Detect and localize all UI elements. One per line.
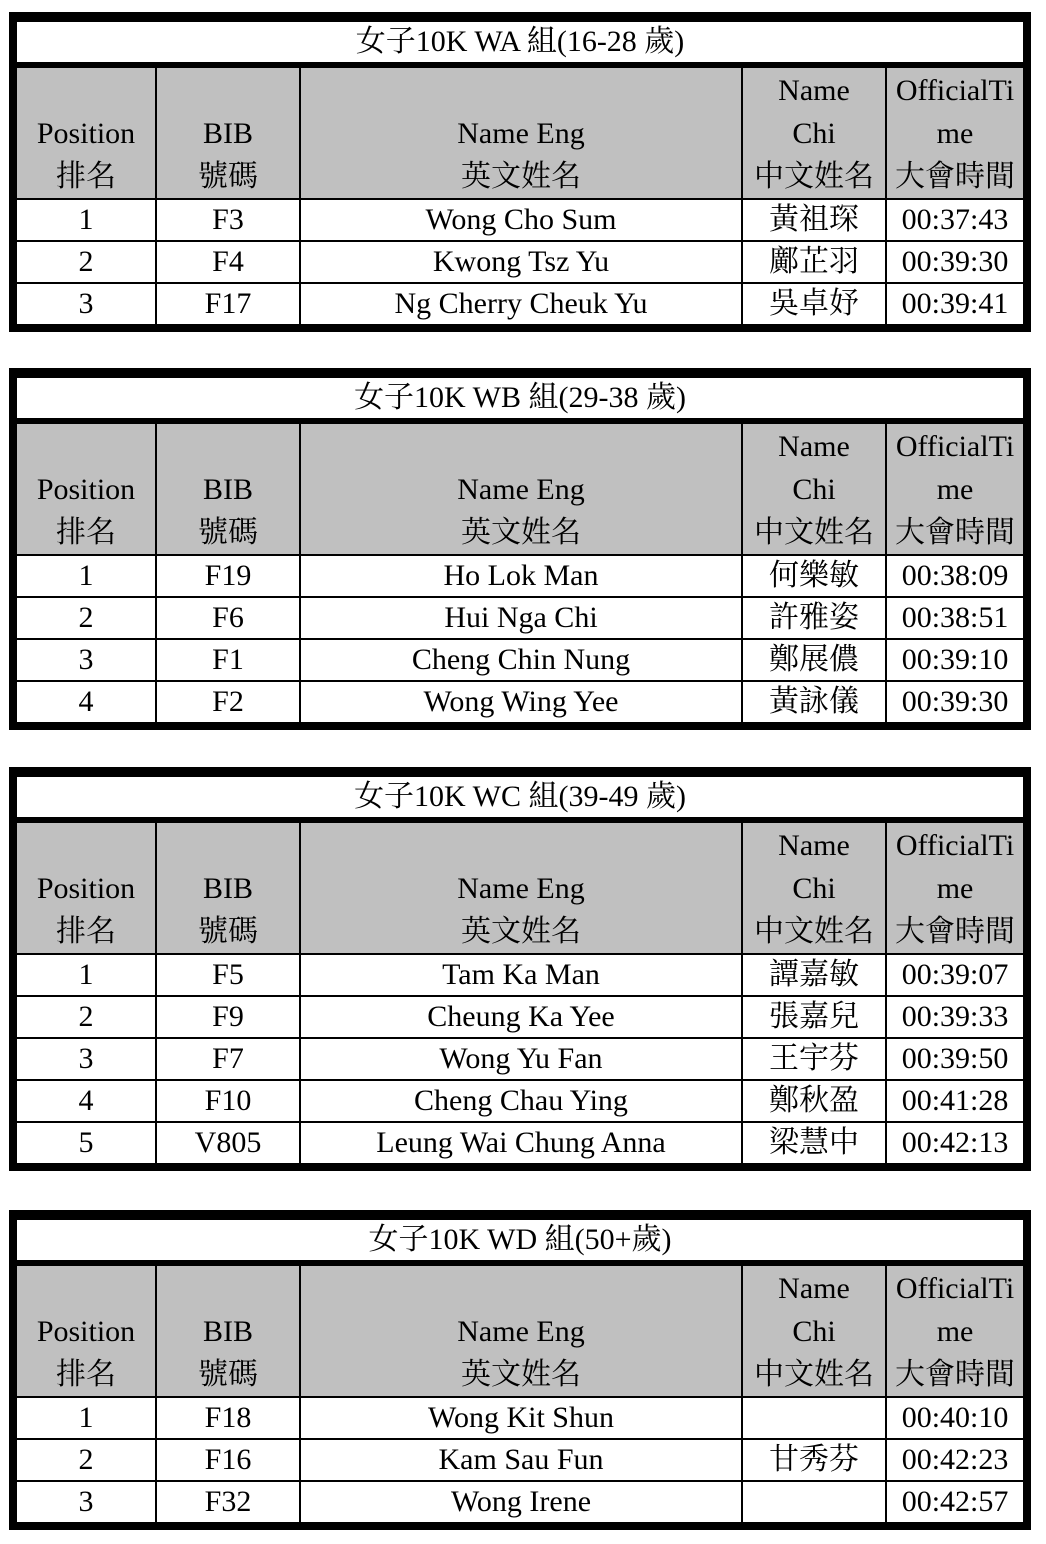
cell-name-chi: 鄭秋盈 — [742, 1080, 886, 1122]
table-row — [17, 1038, 1023, 1080]
header-name-chi — [742, 1263, 886, 1397]
header-line: Chi — [792, 1315, 836, 1348]
cell-name-chi — [742, 1481, 886, 1522]
header-line: 大會時間 — [895, 160, 1015, 193]
header-line: 號碼 — [198, 915, 258, 948]
header-position — [17, 820, 156, 954]
cell-name-chi: 王宇芬 — [742, 1038, 886, 1080]
header-line: 號碼 — [198, 1358, 258, 1391]
cell-name-eng: Kam Sau Fun — [300, 1439, 742, 1481]
table-row — [17, 996, 1023, 1038]
table-title: 女子10K WC 組(39-49 歲) — [17, 776, 1023, 820]
cell-time: 00:38:09 — [886, 555, 1023, 597]
header-line: 中文姓名 — [754, 516, 874, 549]
header-line: Position — [36, 117, 136, 150]
results-table — [9, 1210, 1031, 1530]
cell-bib: F17 — [156, 283, 300, 324]
header-line: Chi — [792, 117, 836, 150]
cell-bib: F19 — [156, 555, 300, 597]
table-title: 女子10K WD 組(50+歲) — [17, 1219, 1023, 1263]
header-bib — [156, 820, 300, 954]
table-row — [17, 283, 1023, 324]
cell-position: 2 — [17, 1439, 156, 1481]
header-line: Name Eng — [457, 1315, 585, 1348]
header-official-time — [886, 421, 1023, 555]
header-position — [17, 421, 156, 555]
cell-name-eng: Wong Yu Fan — [300, 1038, 742, 1080]
cell-name-eng: Ho Lok Man — [300, 555, 742, 597]
table-row — [17, 241, 1023, 283]
header-line: Position — [36, 1315, 136, 1348]
table-row — [17, 1080, 1023, 1122]
cell-time: 00:37:43 — [886, 199, 1023, 241]
table-row — [17, 1439, 1023, 1481]
header-line: 排名 — [56, 915, 116, 948]
cell-name-eng: Ng Cherry Cheuk Yu — [300, 283, 742, 324]
cell-name-chi: 黃詠儀 — [742, 681, 886, 722]
header-line: Position — [36, 872, 136, 905]
header-line: Chi — [792, 473, 836, 506]
header-line: 排名 — [56, 160, 116, 193]
header-line: OfficialTi — [895, 74, 1015, 107]
cell-name-eng: Wong Wing Yee — [300, 681, 742, 722]
header-line: 號碼 — [198, 160, 258, 193]
table-row — [17, 1481, 1023, 1522]
cell-bib: V805 — [156, 1122, 300, 1163]
header-line: Name — [778, 430, 850, 463]
header-line: Name — [778, 74, 850, 107]
header-line: Name Eng — [457, 117, 585, 150]
header-row — [17, 1263, 1023, 1397]
cell-name-chi: 鄺芷羽 — [742, 241, 886, 283]
cell-name-eng: Kwong Tsz Yu — [300, 241, 742, 283]
cell-time: 00:40:10 — [886, 1397, 1023, 1439]
header-row — [17, 820, 1023, 954]
header-position — [17, 65, 156, 199]
header-line: me — [936, 872, 974, 905]
cell-bib: F9 — [156, 996, 300, 1038]
header-official-time — [886, 65, 1023, 199]
cell-position: 4 — [17, 1080, 156, 1122]
cell-bib: F1 — [156, 639, 300, 681]
table-row — [17, 954, 1023, 996]
cell-name-chi: 譚嘉敏 — [742, 954, 886, 996]
header-line: 大會時間 — [895, 915, 1016, 948]
table-row — [17, 555, 1023, 597]
header-line: BIB — [202, 1315, 253, 1348]
cell-position: 1 — [17, 199, 156, 241]
results-table — [9, 368, 1031, 730]
header-name-eng — [300, 421, 742, 555]
header-line: me — [936, 473, 974, 506]
cell-name-eng: Cheng Chau Ying — [300, 1080, 742, 1122]
header-position — [17, 1263, 156, 1397]
cell-time: 00:39:50 — [886, 1038, 1023, 1080]
cell-name-eng: Tam Ka Man — [300, 954, 742, 996]
cell-position: 1 — [17, 1397, 156, 1439]
cell-name-chi: 鄭展儂 — [742, 639, 886, 681]
cell-time: 00:38:51 — [886, 597, 1023, 639]
header-line: OfficialTi — [895, 829, 1015, 862]
header-bib — [156, 65, 300, 199]
table-row — [17, 1397, 1023, 1439]
cell-time: 00:39:10 — [886, 639, 1023, 681]
cell-name-eng: Wong Cho Sum — [300, 199, 742, 241]
header-row — [17, 65, 1023, 199]
header-name-eng — [300, 1263, 742, 1397]
cell-bib: F32 — [156, 1481, 300, 1522]
header-name-chi — [742, 820, 886, 954]
cell-time: 00:42:13 — [886, 1122, 1023, 1163]
cell-time: 00:39:30 — [886, 241, 1023, 283]
cell-name-chi: 甘秀芬 — [742, 1439, 886, 1481]
cell-name-eng: Wong Irene — [300, 1481, 742, 1522]
cell-position: 4 — [17, 681, 156, 722]
header-name-chi — [742, 65, 886, 199]
cell-bib: F10 — [156, 1080, 300, 1122]
cell-name-chi: 吳卓妤 — [742, 283, 886, 324]
cell-bib: F7 — [156, 1038, 300, 1080]
header-line: me — [936, 1315, 974, 1348]
cell-position: 2 — [17, 996, 156, 1038]
results-table — [9, 767, 1031, 1171]
results-table — [9, 12, 1031, 332]
cell-position: 3 — [17, 639, 156, 681]
header-line: BIB — [202, 117, 253, 150]
cell-time: 00:41:28 — [886, 1080, 1023, 1122]
header-official-time — [886, 1263, 1023, 1397]
header-line: 排名 — [56, 516, 116, 549]
cell-position: 5 — [17, 1122, 156, 1163]
cell-position: 3 — [17, 1481, 156, 1522]
header-line: Chi — [792, 872, 836, 905]
cell-position: 3 — [17, 283, 156, 324]
cell-position: 2 — [17, 241, 156, 283]
header-line: Position — [36, 473, 136, 506]
cell-bib: F18 — [156, 1397, 300, 1439]
cell-name-chi: 張嘉兒 — [742, 996, 886, 1038]
header-line: Name Eng — [457, 872, 585, 905]
cell-name-eng: Hui Nga Chi — [300, 597, 742, 639]
cell-time: 00:39:41 — [886, 283, 1023, 324]
header-line: 英文姓名 — [461, 915, 581, 948]
header-line: 號碼 — [198, 516, 258, 549]
cell-bib: F4 — [156, 241, 300, 283]
table-row — [17, 1122, 1023, 1163]
header-line: 中文姓名 — [754, 160, 874, 193]
cell-bib: F2 — [156, 681, 300, 722]
table-row — [17, 681, 1023, 722]
header-line: BIB — [202, 473, 253, 506]
header-name-eng — [300, 820, 742, 954]
cell-bib: F6 — [156, 597, 300, 639]
cell-name-chi: 黃祖琛 — [742, 199, 886, 241]
header-line: Name — [778, 829, 850, 862]
cell-time: 00:39:07 — [886, 954, 1023, 996]
header-line: 英文姓名 — [461, 160, 581, 193]
cell-position: 3 — [17, 1038, 156, 1080]
header-line: me — [936, 117, 974, 150]
table-row — [17, 639, 1023, 681]
cell-name-eng: Leung Wai Chung Anna — [300, 1122, 742, 1163]
header-line: OfficialTi — [895, 1272, 1015, 1305]
table-title: 女子10K WB 組(29-38 歲) — [17, 377, 1023, 421]
header-name-eng — [300, 65, 742, 199]
header-line: 中文姓名 — [754, 915, 874, 948]
cell-name-chi: 何樂敏 — [742, 555, 886, 597]
cell-bib: F5 — [156, 954, 300, 996]
header-line: 英文姓名 — [461, 516, 581, 549]
cell-position: 1 — [17, 954, 156, 996]
cell-time: 00:39:33 — [886, 996, 1023, 1038]
header-line: OfficialTi — [895, 430, 1015, 463]
header-line: Name — [778, 1272, 850, 1305]
header-name-chi — [742, 421, 886, 555]
table-row — [17, 597, 1023, 639]
table-row — [17, 199, 1023, 241]
header-line: Name Eng — [457, 473, 585, 506]
cell-time: 00:42:23 — [886, 1439, 1023, 1481]
header-row — [17, 421, 1023, 555]
table-title: 女子10K WA 組(16-28 歲) — [17, 21, 1023, 65]
cell-name-chi: 梁慧中 — [742, 1122, 886, 1163]
cell-name-chi — [742, 1397, 886, 1439]
cell-name-eng: Cheung Ka Yee — [300, 996, 742, 1038]
header-bib — [156, 421, 300, 555]
cell-bib: F16 — [156, 1439, 300, 1481]
cell-position: 2 — [17, 597, 156, 639]
cell-time: 00:42:57 — [886, 1481, 1023, 1522]
header-line: 大會時間 — [895, 1358, 1016, 1391]
header-line: 中文姓名 — [754, 1358, 874, 1391]
cell-name-chi: 許雅姿 — [742, 597, 886, 639]
cell-time: 00:39:30 — [886, 681, 1023, 722]
cell-name-eng: Cheng Chin Nung — [300, 639, 742, 681]
header-line: 大會時間 — [895, 516, 1016, 549]
cell-bib: F3 — [156, 199, 300, 241]
header-line: 排名 — [56, 1358, 116, 1391]
header-line: BIB — [202, 872, 253, 905]
header-official-time — [886, 820, 1023, 954]
header-bib — [156, 1263, 300, 1397]
header-line: 英文姓名 — [461, 1358, 581, 1391]
cell-position: 1 — [17, 555, 156, 597]
cell-name-eng: Wong Kit Shun — [300, 1397, 742, 1439]
